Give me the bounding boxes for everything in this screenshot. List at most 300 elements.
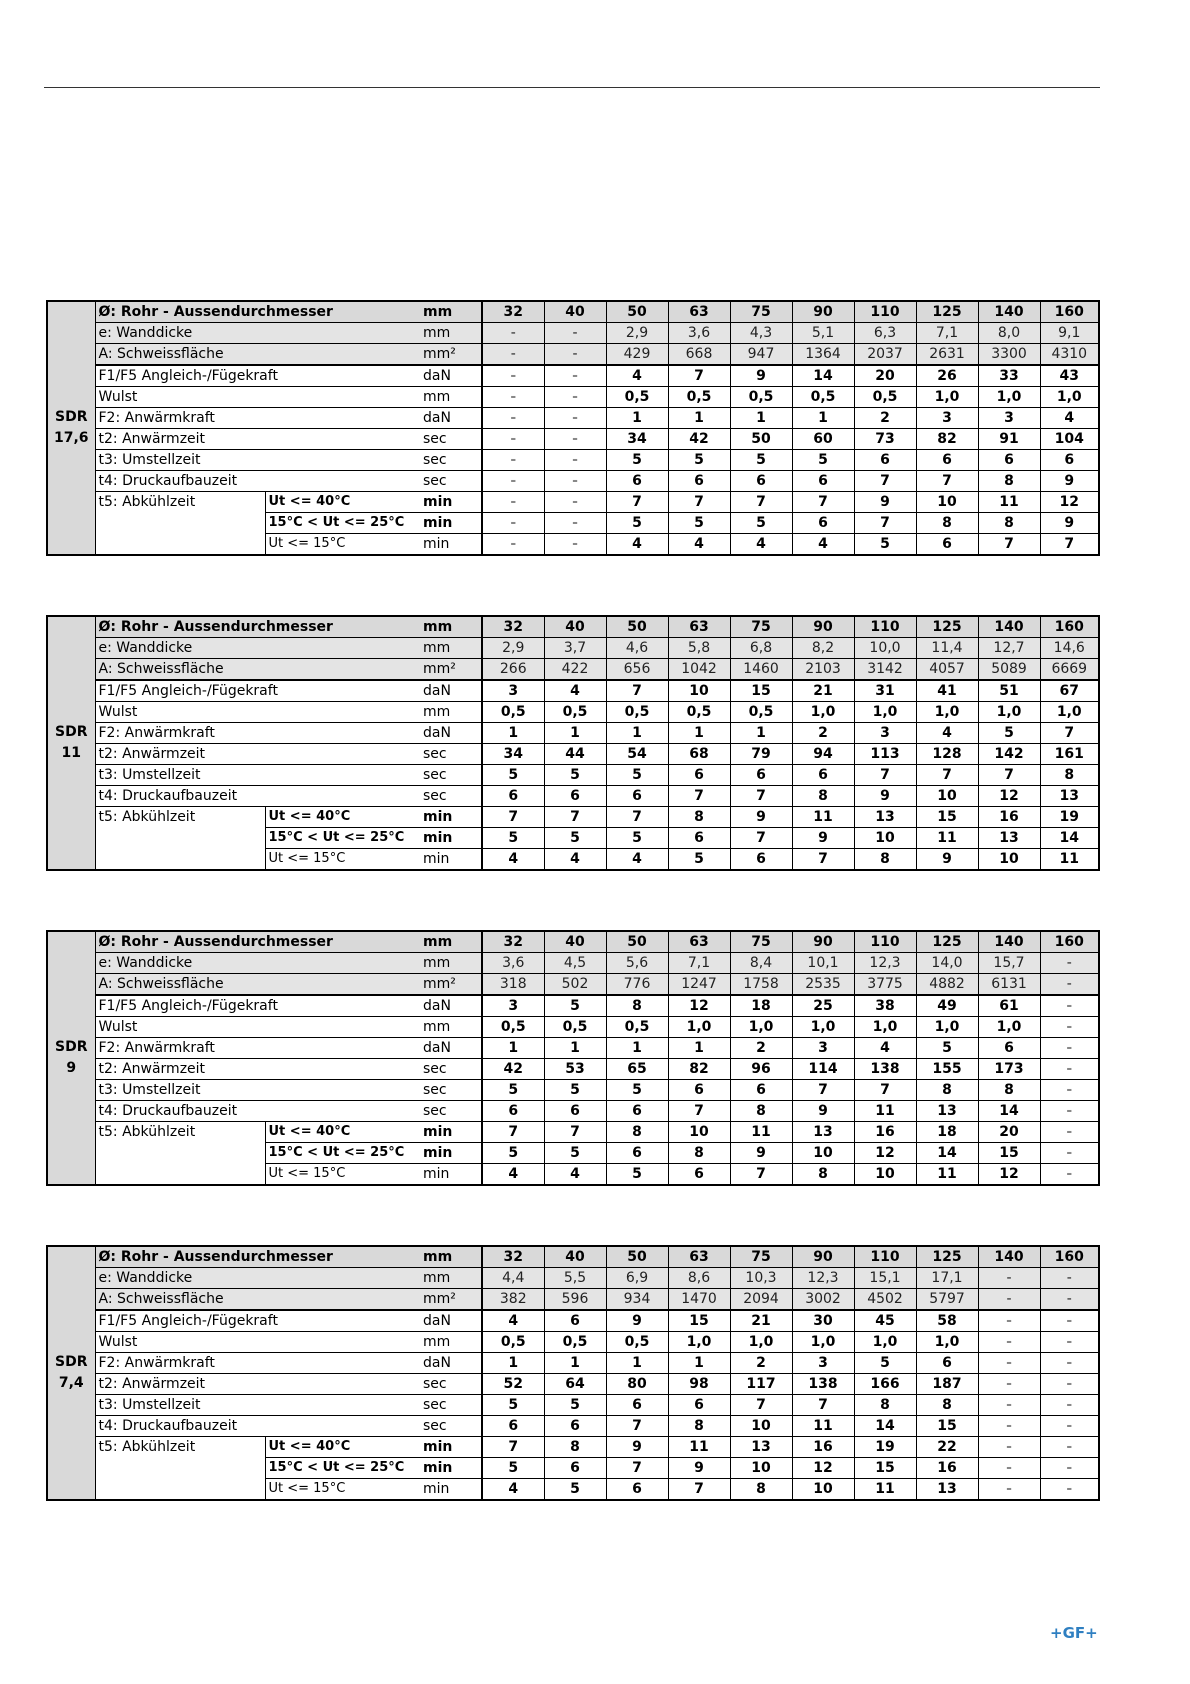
row-label: t2: Anwärmzeit [95, 744, 420, 765]
value-cell: 1 [730, 408, 792, 429]
value-cell: 6 [668, 828, 730, 849]
row-label: t2: Anwärmzeit [95, 1374, 420, 1395]
value-cell: 1364 [792, 344, 854, 366]
value-cell: 1,0 [1040, 702, 1099, 723]
value-cell: 11 [916, 1164, 978, 1186]
value-cell: 4 [730, 534, 792, 556]
value-cell: 2037 [854, 344, 916, 366]
value-cell: 6 [606, 1395, 668, 1416]
value-cell: 19 [1040, 807, 1099, 828]
value-cell: 16 [854, 1122, 916, 1143]
row-unit: daN [420, 408, 482, 429]
value-cell: - [544, 534, 606, 556]
value-cell: 7 [668, 492, 730, 513]
temperature-condition: Ut <= 40°C [265, 1437, 420, 1458]
row-label: Ø: Rohr - Aussendurchmesser [95, 931, 420, 953]
value-cell: 5089 [978, 659, 1040, 681]
value-cell: 13 [792, 1122, 854, 1143]
row-unit: mm [420, 323, 482, 344]
value-cell: 1,0 [916, 702, 978, 723]
value-cell: 15 [730, 680, 792, 702]
sdr-value: 7,4 [58, 1375, 84, 1391]
value-cell: 2,9 [606, 323, 668, 344]
diameter-cell: 140 [978, 1246, 1040, 1268]
value-cell: 0,5 [544, 702, 606, 723]
value-cell: 4 [544, 680, 606, 702]
value-cell: 6 [916, 534, 978, 556]
value-cell: 6 [544, 786, 606, 807]
row-unit: mm² [420, 659, 482, 681]
diameter-cell: 50 [606, 1246, 668, 1268]
value-cell: 16 [916, 1458, 978, 1479]
value-cell: 12,7 [978, 638, 1040, 659]
value-cell: 7 [482, 1122, 544, 1143]
value-cell: 4 [854, 1038, 916, 1059]
value-cell: 13 [916, 1479, 978, 1501]
value-cell: 4 [916, 723, 978, 744]
value-cell: 0,5 [482, 702, 544, 723]
value-cell: - [544, 471, 606, 492]
value-cell: 11 [792, 1416, 854, 1437]
value-cell: 7 [916, 765, 978, 786]
value-cell: 1 [792, 408, 854, 429]
value-cell: 117 [730, 1374, 792, 1395]
sdr-value: 17,6 [53, 430, 89, 446]
value-cell: 3 [854, 723, 916, 744]
value-cell: 12 [1040, 492, 1099, 513]
value-cell: - [1040, 1374, 1099, 1395]
value-cell: 7 [730, 786, 792, 807]
value-cell: 1 [606, 723, 668, 744]
value-cell: 11,4 [916, 638, 978, 659]
row-label: F1/F5 Angleich-/Fügekraft [95, 680, 420, 702]
value-cell: 6 [978, 450, 1040, 471]
value-cell: 1470 [668, 1289, 730, 1311]
diameter-cell: 75 [730, 616, 792, 638]
value-cell: 3 [482, 680, 544, 702]
value-cell: - [482, 534, 544, 556]
value-cell: 9 [730, 807, 792, 828]
table-row [47, 723, 1099, 744]
row-unit: daN [420, 723, 482, 744]
value-cell: 1,0 [792, 1332, 854, 1353]
value-cell: 1 [606, 1353, 668, 1374]
value-cell: 8 [978, 1080, 1040, 1101]
value-cell: - [1040, 1416, 1099, 1437]
value-cell: 5 [544, 1143, 606, 1164]
value-cell: 8 [730, 1479, 792, 1501]
value-cell: 5 [482, 1458, 544, 1479]
value-cell: 1,0 [668, 1332, 730, 1353]
value-cell: 12,3 [854, 953, 916, 974]
value-cell: 3,6 [668, 323, 730, 344]
value-cell: 1 [544, 723, 606, 744]
value-cell: 1,0 [854, 1332, 916, 1353]
value-cell: 10 [854, 828, 916, 849]
value-cell: 11 [668, 1437, 730, 1458]
value-cell: 113 [854, 744, 916, 765]
row-label: Wulst [95, 1017, 420, 1038]
value-cell: 947 [730, 344, 792, 366]
value-cell: 8 [668, 1416, 730, 1437]
value-cell: - [978, 1374, 1040, 1395]
value-cell: 8 [978, 471, 1040, 492]
value-cell: 6,8 [730, 638, 792, 659]
value-cell: 9 [1040, 471, 1099, 492]
value-cell: 13 [854, 807, 916, 828]
value-cell: 20 [978, 1122, 1040, 1143]
value-cell: 1,0 [854, 1017, 916, 1038]
value-cell: 8 [916, 1395, 978, 1416]
value-cell: 8 [606, 995, 668, 1017]
value-cell: 14,6 [1040, 638, 1099, 659]
value-cell: 3 [978, 408, 1040, 429]
diameter-cell: 32 [482, 1246, 544, 1268]
row-unit: sec [420, 1395, 482, 1416]
value-cell: - [978, 1332, 1040, 1353]
row-label: F2: Anwärmkraft [95, 1038, 420, 1059]
value-cell: 382 [482, 1289, 544, 1311]
value-cell: 5 [482, 1080, 544, 1101]
value-cell: 6 [668, 1164, 730, 1186]
value-cell: 8 [792, 786, 854, 807]
value-cell: 6,9 [606, 1268, 668, 1289]
value-cell: - [1040, 1164, 1099, 1186]
value-cell: 5 [482, 1143, 544, 1164]
value-cell: 4 [792, 534, 854, 556]
value-cell: 4 [606, 849, 668, 871]
value-cell: 41 [916, 680, 978, 702]
sdr-value: 9 [66, 1060, 77, 1076]
value-cell: 0,5 [730, 387, 792, 408]
sdr-table [46, 615, 1100, 871]
value-cell: 12 [978, 1164, 1040, 1186]
diameter-cell: 50 [606, 616, 668, 638]
value-cell: 5,8 [668, 638, 730, 659]
row-label: Ø: Rohr - Aussendurchmesser [95, 616, 420, 638]
value-cell: 7 [854, 471, 916, 492]
value-cell: 6 [792, 513, 854, 534]
value-cell: 656 [606, 659, 668, 681]
value-cell: 7 [482, 807, 544, 828]
value-cell: 94 [792, 744, 854, 765]
value-cell: - [1040, 1332, 1099, 1353]
value-cell: 187 [916, 1374, 978, 1395]
value-cell: 8 [916, 513, 978, 534]
value-cell: 7 [730, 828, 792, 849]
value-cell: 4 [482, 1310, 544, 1332]
row-unit: min [420, 1479, 482, 1501]
value-cell: 6 [606, 786, 668, 807]
value-cell: 6 [482, 1101, 544, 1122]
temperature-condition: Ut <= 15°C [265, 849, 420, 871]
value-cell: 19 [854, 1437, 916, 1458]
row-label: t3: Umstellzeit [95, 450, 420, 471]
row-label: A: Schweissfläche [95, 1289, 420, 1311]
value-cell: 6 [978, 1038, 1040, 1059]
temperature-condition: 15°C < Ut <= 25°C [265, 1143, 420, 1164]
value-cell: 11 [1040, 849, 1099, 871]
cooling-row [47, 492, 1099, 513]
value-cell: 155 [916, 1059, 978, 1080]
value-cell: 11 [916, 828, 978, 849]
value-cell: - [482, 344, 544, 366]
value-cell: 1 [606, 1038, 668, 1059]
diameter-cell: 40 [544, 301, 606, 323]
value-cell: 3 [916, 408, 978, 429]
value-cell: 8,4 [730, 953, 792, 974]
sdr-label: SDR [55, 1039, 88, 1055]
value-cell: - [1040, 1038, 1099, 1059]
value-cell: 12 [792, 1458, 854, 1479]
value-cell: 12 [854, 1143, 916, 1164]
value-cell: 10,1 [792, 953, 854, 974]
value-cell: 1,0 [978, 1017, 1040, 1038]
value-cell: 4 [1040, 408, 1099, 429]
value-cell: 7 [544, 807, 606, 828]
value-cell: 25 [792, 995, 854, 1017]
row-unit: min [420, 513, 482, 534]
value-cell: 1042 [668, 659, 730, 681]
value-cell: 5 [730, 513, 792, 534]
value-cell: 9 [916, 849, 978, 871]
row-unit: sec [420, 786, 482, 807]
value-cell: 9 [606, 1310, 668, 1332]
value-cell: 5 [544, 1395, 606, 1416]
value-cell: 266 [482, 659, 544, 681]
value-cell: 4,4 [482, 1268, 544, 1289]
value-cell: 6 [1040, 450, 1099, 471]
value-cell: 8 [854, 849, 916, 871]
value-cell: 33 [978, 365, 1040, 387]
value-cell: 5,1 [792, 323, 854, 344]
diameter-cell: 125 [916, 931, 978, 953]
value-cell: - [482, 429, 544, 450]
value-cell: - [544, 492, 606, 513]
row-unit: mm [420, 702, 482, 723]
value-cell: - [1040, 1458, 1099, 1479]
value-cell: 0,5 [730, 702, 792, 723]
value-cell: 5 [544, 995, 606, 1017]
row-label: A: Schweissfläche [95, 659, 420, 681]
sdr-table [46, 1245, 1100, 1501]
table-header-row [47, 1246, 1099, 1268]
value-cell: 7 [544, 1122, 606, 1143]
row-label: A: Schweissfläche [95, 974, 420, 996]
value-cell: 0,5 [854, 387, 916, 408]
row-unit: mm [420, 1017, 482, 1038]
row-label: e: Wanddicke [95, 638, 420, 659]
row-unit: sec [420, 1416, 482, 1437]
value-cell: 1 [668, 1038, 730, 1059]
row-label: t2: Anwärmzeit [95, 1059, 420, 1080]
value-cell: 1 [482, 1038, 544, 1059]
row-unit: sec [420, 429, 482, 450]
value-cell: 1 [730, 723, 792, 744]
value-cell: 7 [606, 1458, 668, 1479]
value-cell: 7 [730, 492, 792, 513]
value-cell: - [1040, 1310, 1099, 1332]
value-cell: 5 [668, 513, 730, 534]
value-cell: 12 [978, 786, 1040, 807]
row-unit: mm [420, 301, 482, 323]
value-cell: 14,0 [916, 953, 978, 974]
table-row [47, 1101, 1099, 1122]
row-label: A: Schweissfläche [95, 344, 420, 366]
value-cell: 1 [668, 723, 730, 744]
row-unit: daN [420, 1310, 482, 1332]
value-cell: 10 [730, 1416, 792, 1437]
diameter-cell: 75 [730, 931, 792, 953]
value-cell: 0,5 [668, 387, 730, 408]
table-row [47, 638, 1099, 659]
table-row [47, 1332, 1099, 1353]
table-row [47, 953, 1099, 974]
value-cell: 1758 [730, 974, 792, 996]
value-cell: - [1040, 974, 1099, 996]
value-cell: 42 [668, 429, 730, 450]
value-cell: 68 [668, 744, 730, 765]
row-label: t4: Druckaufbauzeit [95, 1416, 420, 1437]
value-cell: 0,5 [544, 1017, 606, 1038]
value-cell: 7 [978, 534, 1040, 556]
value-cell: 6131 [978, 974, 1040, 996]
value-cell: 9,1 [1040, 323, 1099, 344]
value-cell: - [544, 408, 606, 429]
value-cell: 6 [606, 1101, 668, 1122]
cooling-row [47, 807, 1099, 828]
value-cell: 5 [606, 1164, 668, 1186]
value-cell: 98 [668, 1374, 730, 1395]
diameter-cell: 160 [1040, 1246, 1099, 1268]
value-cell: 6 [606, 1479, 668, 1501]
row-unit: mm [420, 1268, 482, 1289]
value-cell: 1 [668, 408, 730, 429]
value-cell: 7,1 [668, 953, 730, 974]
table-row [47, 1080, 1099, 1101]
value-cell: 45 [854, 1310, 916, 1332]
value-cell: 1,0 [792, 702, 854, 723]
value-cell: 12,3 [792, 1268, 854, 1289]
table-row [47, 1059, 1099, 1080]
value-cell: 1 [482, 1353, 544, 1374]
value-cell: 8 [792, 1164, 854, 1186]
sdr-class-cell [47, 1246, 95, 1500]
value-cell: 1,0 [978, 702, 1040, 723]
value-cell: 10 [916, 786, 978, 807]
value-cell: 429 [606, 344, 668, 366]
value-cell: 1,0 [854, 702, 916, 723]
table-row [47, 1374, 1099, 1395]
value-cell: 104 [1040, 429, 1099, 450]
value-cell: 3142 [854, 659, 916, 681]
table-row [47, 387, 1099, 408]
value-cell: 11 [854, 1479, 916, 1501]
diameter-cell: 140 [978, 616, 1040, 638]
value-cell: 4,5 [544, 953, 606, 974]
row-label: t4: Druckaufbauzeit [95, 471, 420, 492]
value-cell: 73 [854, 429, 916, 450]
table-row [47, 1310, 1099, 1332]
table-row [47, 1038, 1099, 1059]
value-cell: 7 [854, 765, 916, 786]
cooling-label: t5: Abkühlzeit [95, 807, 265, 871]
value-cell: 3,6 [482, 953, 544, 974]
table-row [47, 1017, 1099, 1038]
value-cell: 31 [854, 680, 916, 702]
diameter-cell: 40 [544, 1246, 606, 1268]
value-cell: 1 [606, 408, 668, 429]
value-cell: 6 [792, 765, 854, 786]
value-cell: 0,5 [606, 387, 668, 408]
value-cell: - [482, 387, 544, 408]
value-cell: 10,3 [730, 1268, 792, 1289]
value-cell: 15,7 [978, 953, 1040, 974]
value-cell: 91 [978, 429, 1040, 450]
table-row [47, 786, 1099, 807]
value-cell: 5 [606, 765, 668, 786]
value-cell: 1,0 [730, 1017, 792, 1038]
row-unit: min [420, 1143, 482, 1164]
diameter-cell: 125 [916, 1246, 978, 1268]
value-cell: 4 [606, 534, 668, 556]
row-unit: sec [420, 1080, 482, 1101]
table-row [47, 1353, 1099, 1374]
row-unit: mm [420, 616, 482, 638]
value-cell: 4,3 [730, 323, 792, 344]
value-cell: 9 [606, 1437, 668, 1458]
value-cell: 9 [668, 1458, 730, 1479]
row-label: e: Wanddicke [95, 953, 420, 974]
value-cell: 7 [482, 1437, 544, 1458]
table-row [47, 1289, 1099, 1311]
cooling-label: t5: Abkühlzeit [95, 1122, 265, 1186]
value-cell: 5 [668, 450, 730, 471]
value-cell: 15 [978, 1143, 1040, 1164]
value-cell: - [978, 1353, 1040, 1374]
value-cell: - [1040, 1080, 1099, 1101]
value-cell: 3 [792, 1353, 854, 1374]
gf-logo: +GF+ [1050, 1624, 1098, 1642]
value-cell: - [1040, 1395, 1099, 1416]
cooling-label: t5: Abkühlzeit [95, 1437, 265, 1501]
temperature-condition: Ut <= 15°C [265, 1164, 420, 1186]
value-cell: 10 [730, 1458, 792, 1479]
value-cell: 7 [606, 807, 668, 828]
value-cell: 11 [854, 1101, 916, 1122]
row-label: e: Wanddicke [95, 1268, 420, 1289]
table-row [47, 744, 1099, 765]
row-label: Ø: Rohr - Aussendurchmesser [95, 301, 420, 323]
value-cell: 4 [606, 365, 668, 387]
value-cell: 6 [730, 1080, 792, 1101]
value-cell: 6 [544, 1101, 606, 1122]
value-cell: 8,0 [978, 323, 1040, 344]
value-cell: 13 [730, 1437, 792, 1458]
value-cell: - [1040, 995, 1099, 1017]
value-cell: - [544, 344, 606, 366]
diameter-cell: 140 [978, 931, 1040, 953]
table-row [47, 429, 1099, 450]
row-unit: sec [420, 765, 482, 786]
value-cell: 0,5 [792, 387, 854, 408]
value-cell: - [544, 387, 606, 408]
sdr-class-cell [47, 616, 95, 870]
value-cell: 8,2 [792, 638, 854, 659]
value-cell: - [1040, 1101, 1099, 1122]
value-cell: 128 [916, 744, 978, 765]
value-cell: 5 [606, 1080, 668, 1101]
